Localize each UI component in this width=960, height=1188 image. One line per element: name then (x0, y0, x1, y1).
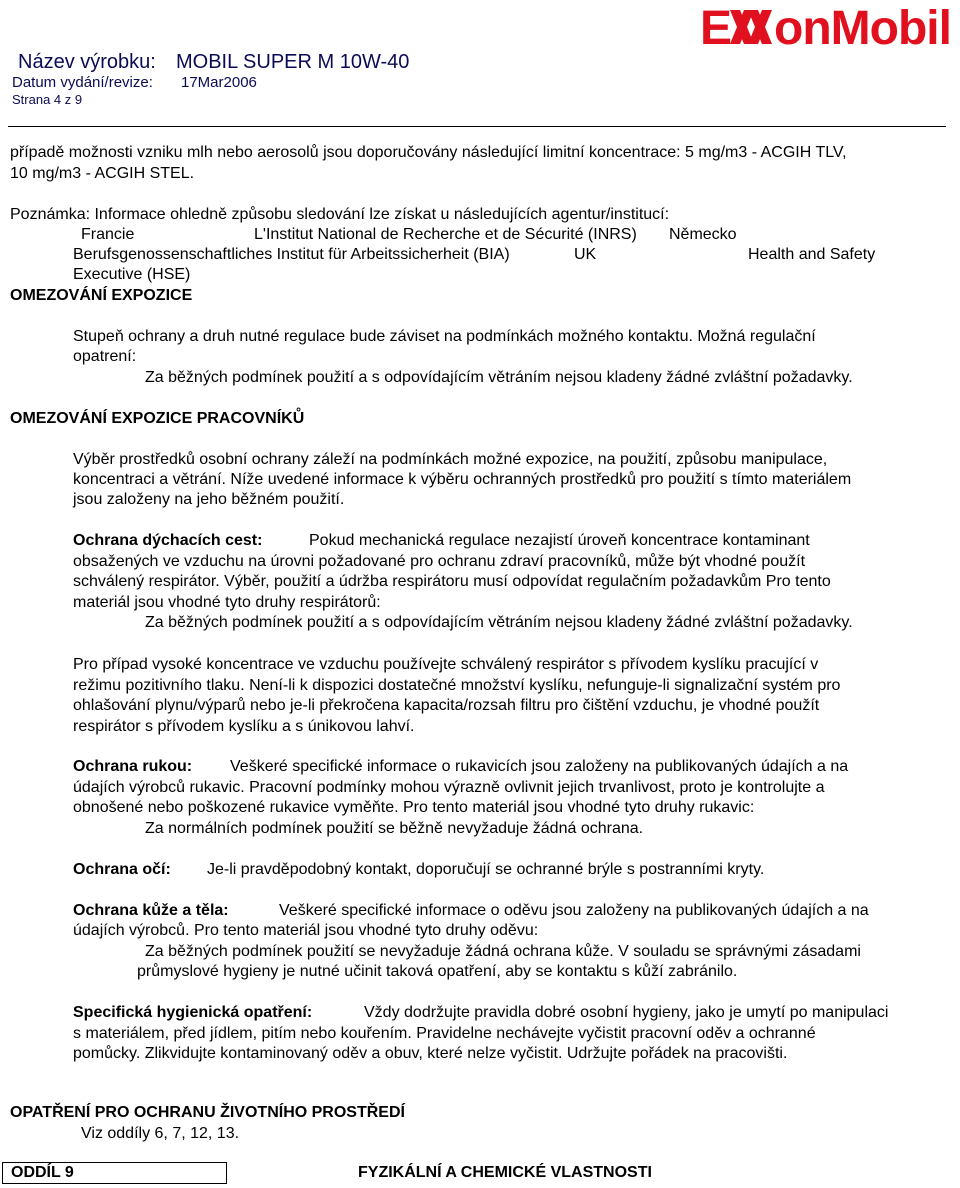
exposure-line-3: Za běžných podmínek použití a s odpovídajícím větráním nejsou kladeny žádné zvláštní požadavky. (145, 369, 853, 386)
hygiene-line-3: pomůcky. Zlikvidujte kontaminovaný oděv a obuv, které nelze vyčistit. Udržujte pořádek na pracovišti. (73, 1045, 788, 1062)
skin-line-3: Za běžných podmínek použití se nevyžaduje žádná ochrana kůže. V souladu se správnými zásadami (145, 943, 861, 960)
hygiene-label: Specifická hygienická opatření: (73, 1004, 313, 1021)
double-x-mark (730, 10, 772, 44)
agency-france-institute: L'Institut National de Recherche et de Sécurité (INRS) (254, 226, 637, 243)
exxonmobil-logo (700, 2, 950, 65)
note-line: Poznámka: Informace ohledně způsobu sledování lze získat u následujících agentur/institucí: (10, 206, 670, 223)
respiratory-line-4: materiál jsou vhodné tyto druhy respirátorů: (73, 594, 381, 611)
hands-line-1: Veškeré specifické informace o rukavicích jsou založeny na publikovaných údajích a na (230, 758, 849, 775)
respiratory-line-3: schválený respirátor. Výběr, použití a údržba respirátoru musí odpovídat regulačním požadavkům Pro tento (73, 573, 831, 590)
hygiene-line-1: Vždy dodržujte pravidla dobré osobní hygieny, jako je umytí po manipulaci (364, 1004, 889, 1021)
issue-date-row (12, 74, 257, 92)
skin-label: Ochrana kůže a těla: (73, 902, 229, 919)
worker-line-1: Výběr prostředků osobní ochrany záleží na podmínkách možné expozice, na použití, způsobu manipulace, (73, 451, 828, 468)
respiratory-line-5: Za běžných podmínek použití a s odpovídajícím větráním nejsou kladeny žádné zvláštní požadavky. (145, 614, 853, 631)
exposure-heading: OMEZOVÁNÍ EXPOZICE (10, 287, 193, 304)
issue-date-label: Datum vydání/revize: (12, 74, 153, 91)
hands-line-3: obnošené nebo poškozené rukavice vyměňte. Pro tento materiál jsou vhodné tyto druhy rukavic: (73, 799, 755, 816)
section-bar (0, 1162, 960, 1184)
respiratory-line-9: respirátor s přívodem kyslíku a s únikovou lahví. (73, 718, 415, 735)
exxonmobil-logo-graphic (700, 2, 950, 54)
respiratory-label: Ochrana dýchacích cest: (73, 532, 263, 549)
svg-text:onMobil: onMobil (774, 2, 950, 54)
hands-line-2: údajích výrobců rukavic. Pracovní podmínky mohou výrazně ovlivnit jejich trvanlivost, proto je kontrolujte a (73, 779, 825, 796)
worker-line-2: koncentraci a větrání. Níže uvedené informace k výběru ochranných prostředků pro použití s tímto materiálem (73, 471, 852, 488)
environment-line-1: Viz oddíly 6, 7, 12, 13. (81, 1125, 240, 1142)
intro-line-1: případě možnosti vzniku mlh nebo aerosolů jsou doporučovány následující limitní koncentrace: 5 mg/m3 - ACGIH TLV, (10, 144, 847, 161)
issue-date-value: 17Mar2006 (181, 74, 257, 91)
agency-uk-country: UK (574, 246, 597, 263)
worker-heading: OMEZOVÁNÍ EXPOZICE PRACOVNÍKŮ (10, 410, 305, 427)
intro-line-2: 10 mg/m3 - ACGIH STEL. (10, 165, 195, 182)
section-title: FYZIKÁLNÍ A CHEMICKÉ VLASTNOSTI (358, 1164, 652, 1181)
agency-france-country: Francie (81, 226, 135, 243)
skin-line-4: průmyslové hygieny je nutné učinit taková opatření, aby se kontaktu s kůží zabránilo. (137, 963, 738, 980)
hands-label: Ochrana rukou: (73, 758, 193, 775)
hygiene-line-2: s materiálem, před jídlem, pitím nebo kouřením. Pravidelne nechávejte vyčistit pracovní oděv a ochranné (73, 1025, 816, 1042)
respiratory-line-8: ohlašování plynu/výparů nebo je-li překročena kapacita/rozsah filtru pro čištění vzduchu, je vhodné použít (73, 697, 820, 714)
agency-uk-institute-1: Health and Safety (748, 246, 876, 263)
agency-uk-institute-2: Executive (HSE) (73, 266, 191, 283)
respiratory-line-6: Pro případ vysoké koncentrace ve vzduchu používejte schválený respirátor s přívodem kyslíku pracující v (73, 656, 819, 673)
section-number: ODDÍL 9 (2, 1162, 227, 1184)
respiratory-line-1: Pokud mechanická regulace nezajistí úroveň koncentrace kontaminant (309, 532, 810, 549)
environment-heading: OPATŘENÍ PRO OCHRANU ŽIVOTNÍHO PROSTŘEDÍ (10, 1104, 405, 1121)
worker-line-3: jsou založeny na jeho běžném použití. (73, 491, 345, 508)
product-name-label: Název výrobku: (18, 51, 156, 73)
skin-line-1: Veškeré specifické informace o oděvu jsou založeny na publikovaných údajích a na (279, 902, 869, 919)
svg-text:E: E (700, 2, 732, 54)
product-name-row (18, 50, 409, 74)
respiratory-line-2: obsažených ve vzduchu na úrovni požadované pro ochranu zdraví pracovníků, může být vhodné použít (73, 553, 806, 570)
eyes-line-1: Je-li pravděpodobný kontakt, doporučují se ochranné brýle s postranními kryty. (207, 861, 765, 878)
agency-germany-country: Německo (669, 226, 737, 243)
skin-line-2: údajích výrobců. Pro tento materiál jsou vhodné tyto druhy oděvu: (73, 922, 539, 939)
agency-germany-institute: Berufsgenossenschaftliches Institut für Arbeitssicherheit (BIA) (73, 246, 510, 263)
respiratory-line-7: režimu pozitivního tlaku. Není-li k dispozici dostatečné množství kyslíku, nefunguje-li signalizační systém pro (73, 677, 841, 694)
hands-line-4: Za normálních podmínek použití se běžně nevyžaduje žádná ochrana. (145, 820, 644, 837)
header-divider (8, 126, 946, 127)
page-number: Strana 4 z 9 (12, 92, 83, 107)
eyes-label: Ochrana očí: (73, 861, 171, 878)
exposure-line-1: Stupeň ochrany a druh nutné regulace bude záviset na podmínkách možného kontaktu. Možná regulační (73, 328, 816, 345)
product-name-value: MOBIL SUPER M 10W-40 (176, 51, 410, 73)
exposure-line-2: opatrení: (73, 348, 137, 365)
